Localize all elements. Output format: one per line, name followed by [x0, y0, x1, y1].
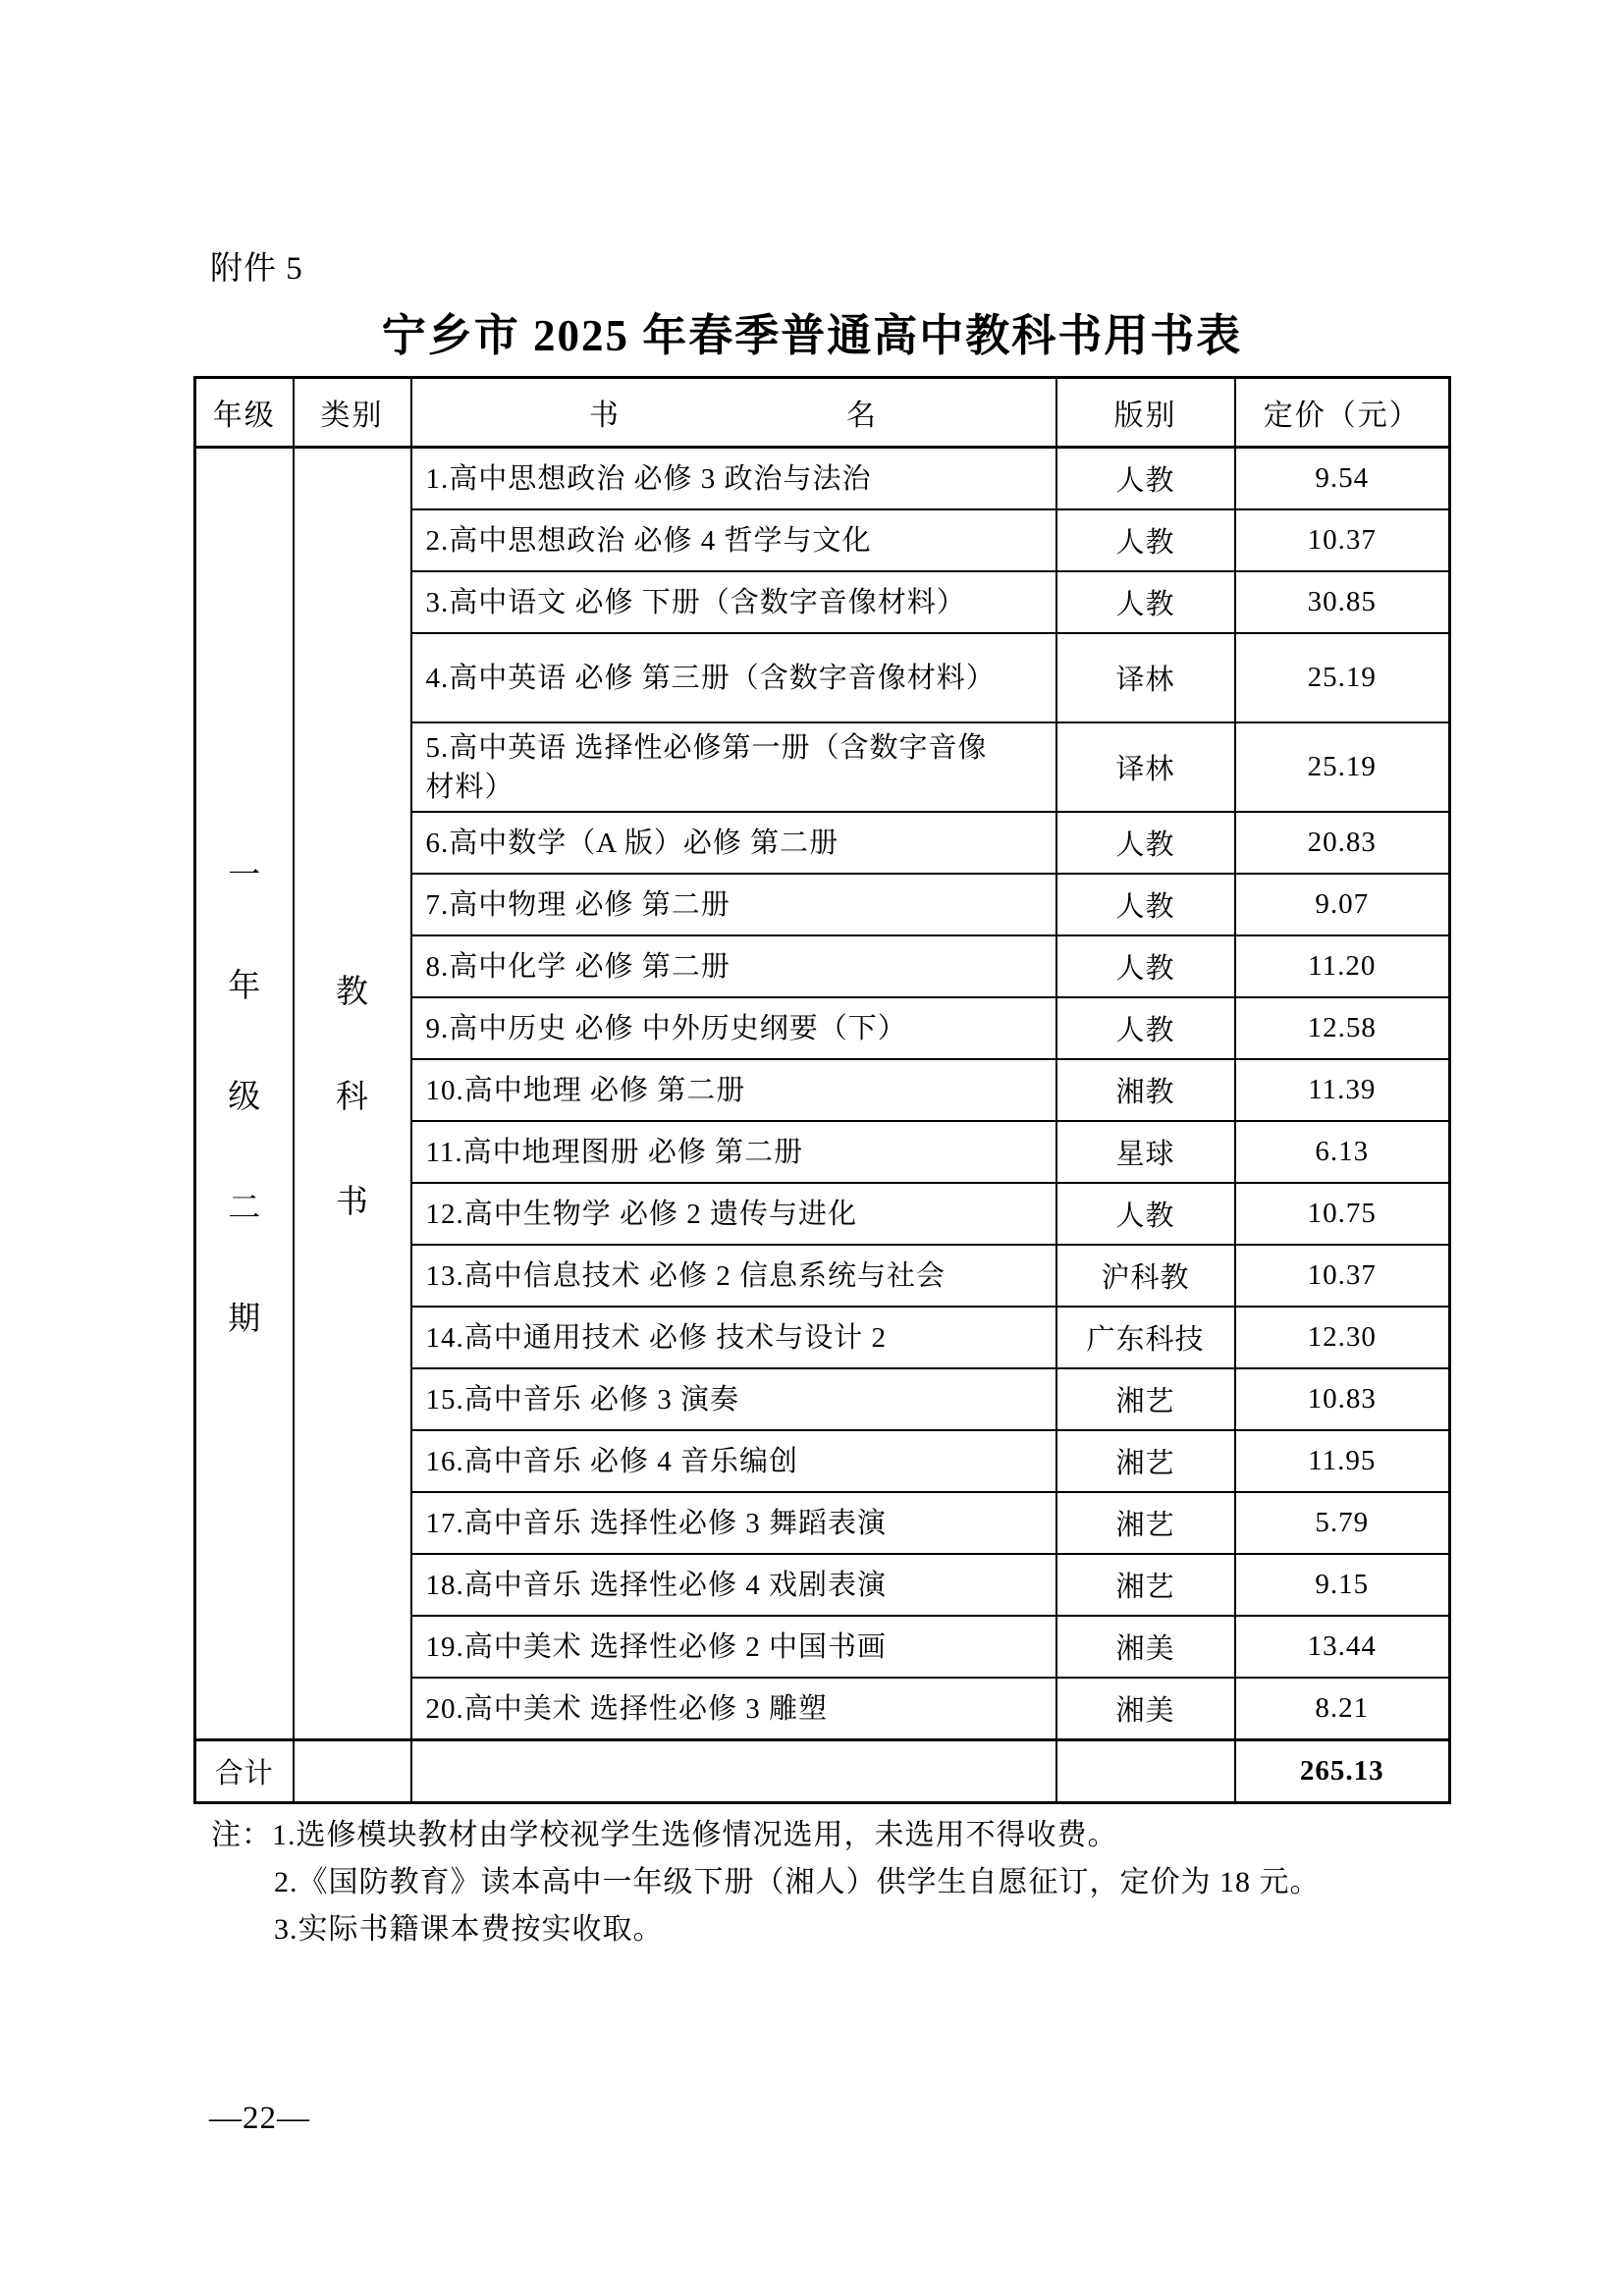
book-price: 12.30	[1235, 1307, 1450, 1368]
book-publisher: 湘艺	[1056, 1492, 1235, 1554]
book-price: 25.19	[1235, 633, 1450, 722]
book-price: 5.79	[1235, 1492, 1450, 1554]
note-line-1: 注：1.选修模块教材由学校视学生选修情况选用，未选用不得收费。	[211, 1819, 1118, 1851]
book-publisher: 人教	[1056, 1183, 1235, 1245]
header-book-name-left: 书	[589, 400, 621, 432]
textbook-table-container	[193, 376, 1448, 1804]
table-row	[195, 448, 1450, 510]
header-price: 定价（元）	[1235, 378, 1450, 448]
book-price: 10.37	[1235, 509, 1450, 571]
book-publisher: 人教	[1056, 571, 1235, 633]
book-publisher: 人教	[1056, 812, 1235, 874]
book-name: 7.高中物理 必修 第二册	[411, 874, 1056, 935]
book-price: 30.85	[1235, 571, 1450, 633]
book-publisher: 湘教	[1056, 1059, 1235, 1121]
grade-char: 一	[228, 857, 261, 893]
book-name: 12.高中生物学 必修 2 遗传与进化	[411, 1183, 1056, 1245]
book-publisher: 湘美	[1056, 1616, 1235, 1678]
book-name: 19.高中美术 选择性必修 2 中国书画	[411, 1616, 1056, 1678]
book-name: 3.高中语文 必修 下册（含数字音像材料）	[411, 571, 1056, 633]
textbook-table	[193, 376, 1451, 1804]
header-book-name	[411, 378, 1056, 448]
book-name: 17.高中音乐 选择性必修 3 舞蹈表演	[411, 1492, 1056, 1554]
grade-char: 二	[228, 1190, 261, 1226]
book-price: 10.75	[1235, 1183, 1450, 1245]
page-number: —22—	[209, 2101, 310, 2136]
book-price: 8.21	[1235, 1678, 1450, 1740]
book-publisher: 湘艺	[1056, 1554, 1235, 1616]
book-price: 25.19	[1235, 722, 1450, 812]
header-grade: 年级	[195, 378, 294, 448]
category-char: 科	[336, 1079, 368, 1115]
book-price: 10.83	[1235, 1368, 1450, 1430]
book-name: 10.高中地理 必修 第二册	[411, 1059, 1056, 1121]
book-price: 11.39	[1235, 1059, 1450, 1121]
total-label: 合计	[195, 1740, 294, 1803]
book-publisher: 人教	[1056, 874, 1235, 935]
book-price: 6.13	[1235, 1121, 1450, 1183]
book-price: 9.54	[1235, 448, 1450, 510]
book-name: 9.高中历史 必修 中外历史纲要（下）	[411, 997, 1056, 1059]
book-publisher: 沪科教	[1056, 1245, 1235, 1307]
total-publisher-empty	[1056, 1740, 1235, 1803]
book-price: 11.20	[1235, 935, 1450, 997]
book-publisher: 人教	[1056, 935, 1235, 997]
book-name: 5.高中英语 选择性必修第一册（含数字音像材料）	[411, 722, 1056, 812]
grade-cell	[195, 448, 294, 1740]
header-book-name-right: 名	[846, 400, 878, 432]
book-name: 20.高中美术 选择性必修 3 雕塑	[411, 1678, 1056, 1740]
book-publisher: 人教	[1056, 448, 1235, 510]
book-name: 16.高中音乐 必修 4 音乐编创	[411, 1430, 1056, 1492]
book-publisher: 译林	[1056, 722, 1235, 812]
category-cell	[294, 448, 411, 1740]
note-line-3: 3.实际书籍课本费按实收取。	[274, 1913, 664, 1946]
book-price: 20.83	[1235, 812, 1450, 874]
grade-char: 级	[228, 1079, 261, 1115]
header-row	[195, 378, 1450, 448]
book-publisher: 湘美	[1056, 1678, 1235, 1740]
book-name: 1.高中思想政治 必修 3 政治与法治	[411, 448, 1056, 510]
book-name: 4.高中英语 必修 第三册（含数字音像材料）	[411, 633, 1056, 722]
book-price: 12.58	[1235, 997, 1450, 1059]
book-price: 9.07	[1235, 874, 1450, 935]
page-title: 宁乡市 2025 年春季普通高中教科书用书表	[381, 311, 1243, 360]
book-publisher: 译林	[1056, 633, 1235, 722]
book-name: 14.高中通用技术 必修 技术与设计 2	[411, 1307, 1056, 1368]
book-publisher: 湘艺	[1056, 1430, 1235, 1492]
total-category-empty	[294, 1740, 411, 1803]
total-price: 265.13	[1235, 1740, 1450, 1803]
book-name: 18.高中音乐 选择性必修 4 戏剧表演	[411, 1554, 1056, 1616]
note-line-2: 2.《国防教育》读本高中一年级下册（湘人）供学生自愿征订，定价为 18 元。	[274, 1866, 1321, 1898]
grade-char: 年	[228, 968, 261, 1004]
book-name: 6.高中数学（A 版）必修 第二册	[411, 812, 1056, 874]
book-price: 11.95	[1235, 1430, 1450, 1492]
book-name: 13.高中信息技术 必修 2 信息系统与社会	[411, 1245, 1056, 1307]
book-name: 2.高中思想政治 必修 4 哲学与文化	[411, 509, 1056, 571]
book-publisher: 人教	[1056, 509, 1235, 571]
book-name: 11.高中地理图册 必修 第二册	[411, 1121, 1056, 1183]
book-name: 8.高中化学 必修 第二册	[411, 935, 1056, 997]
header-category: 类别	[294, 378, 411, 448]
header-publisher: 版别	[1056, 378, 1235, 448]
category-char: 书	[336, 1184, 368, 1220]
grade-char: 期	[228, 1301, 261, 1337]
book-publisher: 人教	[1056, 997, 1235, 1059]
book-publisher: 广东科技	[1056, 1307, 1235, 1368]
total-row	[195, 1740, 1450, 1803]
book-price: 10.37	[1235, 1245, 1450, 1307]
attachment-label: 附件 5	[210, 251, 303, 287]
book-name: 15.高中音乐 必修 3 演奏	[411, 1368, 1056, 1430]
total-name-empty	[411, 1740, 1056, 1803]
book-publisher: 星球	[1056, 1121, 1235, 1183]
book-publisher: 湘艺	[1056, 1368, 1235, 1430]
category-char: 教	[336, 974, 368, 1010]
book-price: 9.15	[1235, 1554, 1450, 1616]
notes-section	[211, 1812, 1458, 1953]
book-price: 13.44	[1235, 1616, 1450, 1678]
